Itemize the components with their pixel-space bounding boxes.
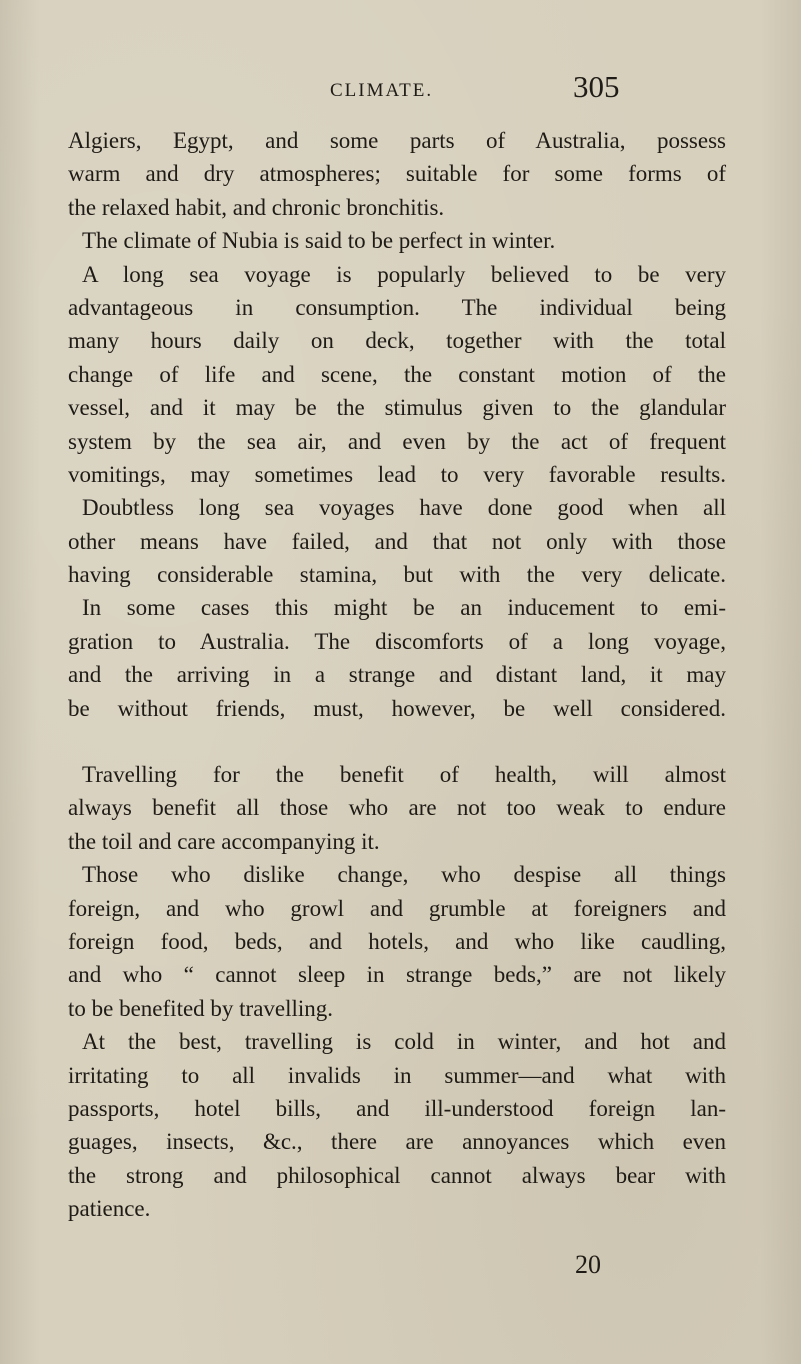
text-line: patience. [68,1196,151,1222]
text-line: to be benefited by travelling. [68,995,334,1021]
text-line: advantageous in consumption. The individual being [68,294,726,320]
text-line: the relaxed habit, and chronic bronchitis. [68,194,445,220]
text-line: In some cases this might be an inducement to emi- [82,595,726,621]
text-line: foreign, and who growl and grumble at foreigners and [68,895,726,921]
text-line: A long sea voyage is popularly believed to be very [82,261,726,287]
running-title: CLIMATE. [330,80,434,101]
text-line: be without friends, must, however, be well considered. [68,695,726,721]
page-number: 305 [573,69,620,104]
text-line: guages, insects, &c., there are annoyances which even [68,1129,726,1155]
text-line: and the arriving in a strange and distant land, it may [68,662,726,688]
text-line: Algiers, Egypt, and some parts of Australia, possess [68,128,726,153]
body-text [68,124,726,1226]
text-line: passports, hotel bills, and ill-understood foreign lan- [68,1095,726,1121]
text-line: At the best, travelling is cold in winter, and hot and [82,1029,726,1055]
text-line: always benefit all those who are not too weak to endure [68,795,726,821]
text-line: the strong and philosophical cannot always bear with [68,1162,726,1188]
text-line: system by the sea air, and even by the act of frequent [68,428,726,454]
paragraph-gap [68,725,726,758]
text-line: many hours daily on deck, together with the total [68,328,726,354]
text-line: The climate of Nubia is said to be perfect in winter. [82,228,556,254]
text-line: Doubtless long sea voyages have done good when all [82,495,726,521]
running-head [0,69,801,118]
text-line: irritating to all invalids in summer—and what with [68,1062,726,1088]
signature-mark: 20 [575,1250,601,1279]
text-line: Travelling for the benefit of health, will almost [82,762,726,788]
text-line: vessel, and it may be the stimulus given to the glandular [68,395,726,421]
text-line: gration to Australia. The discomforts of a long voyage, [68,628,726,654]
text-line: other means have failed, and that not only with those [68,528,726,554]
text-line: and who “ cannot sleep in strange beds,” are not likely [68,962,726,988]
text-line: the toil and care accompanying it. [68,828,380,854]
text-line: change of life and scene, the constant motion of the [68,361,726,387]
text-line: warm and dry atmospheres; suitable for some forms of [68,161,726,187]
text-line: having considerable stamina, but with the very delicate. [68,562,726,588]
text-line: Those who dislike change, who despise all things [82,862,726,888]
text-line: vomitings, may sometimes lead to very favorable results. [68,461,726,487]
text-line: foreign food, beds, and hotels, and who like caudling, [68,928,726,954]
